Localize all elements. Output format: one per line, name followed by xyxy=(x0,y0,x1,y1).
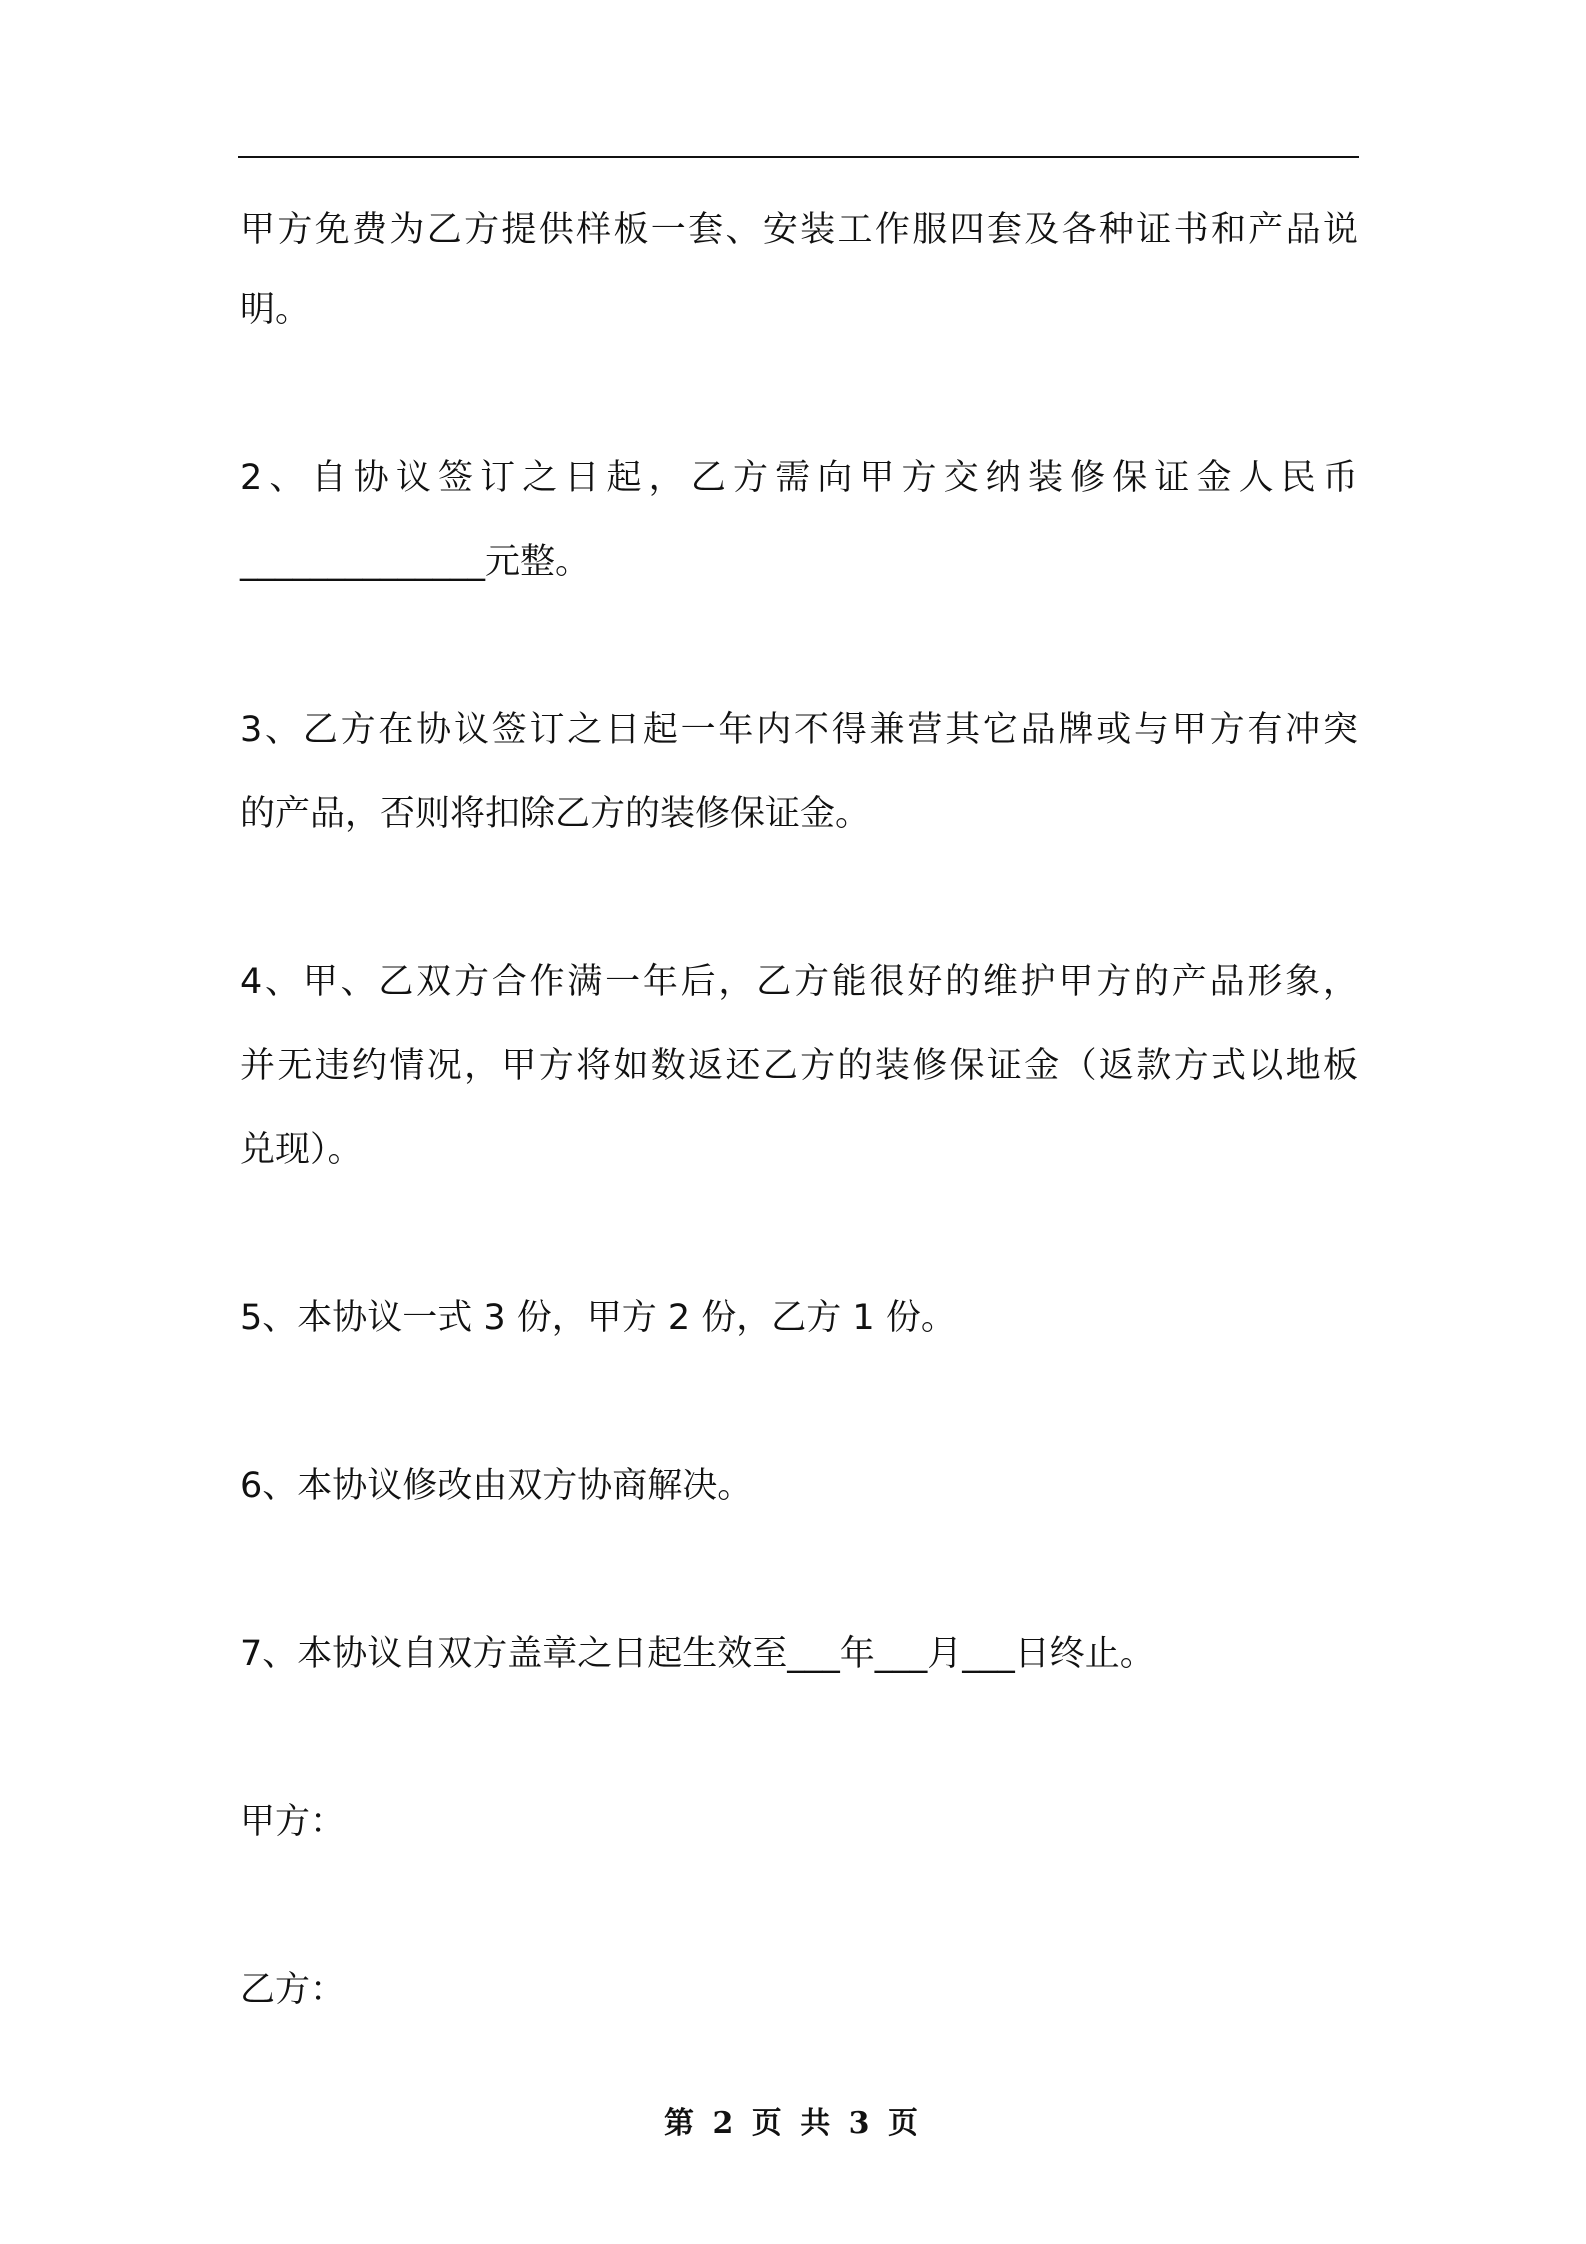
paragraph-3-line-1: 3 、 乙 方 在 协 议 签 订 之 日 起 一 年 内 不 得 兼 营 其 它 品 牌 或 与 甲 方 有 冲 突 xyxy=(240,710,1358,750)
paragraph-3-line-2: 的产品，否则将扣除乙方的装修保证金。 xyxy=(240,794,871,834)
header-rule xyxy=(238,156,1359,158)
paragraph-6: 6、本协议修改由双方协商解决。 xyxy=(240,1466,753,1506)
amount-blank: ______________ xyxy=(240,542,485,582)
party-a-label: 甲方： xyxy=(240,1802,346,1842)
paragraph-4-line-3: 兑现）。 xyxy=(240,1130,363,1170)
page-number-footer: 第 2 页 共 3 页 xyxy=(664,2106,922,2141)
party-b-label: 乙方： xyxy=(240,1970,346,2010)
paragraph-2-line-1: 2 、 自 协 议 签 订 之 日 起 ， 乙 方 需 向 甲 方 交 纳 装 修 保 证 金 人 民 币 xyxy=(240,458,1358,498)
paragraph-5: 5、本协议一式 3 份，甲方 2 份，乙方 1 份。 xyxy=(240,1298,956,1338)
paragraph-1-line-2: 明。 xyxy=(240,290,311,330)
paragraph-4-line-1: 4 、 甲 、 乙 双 方 合 作 满 一 年 后 ， 乙 方 能 很 好 的 维 护 甲 方 的 产 品 形 象 ， xyxy=(240,962,1358,1002)
amount-suffix: 元整。 xyxy=(485,542,591,582)
paragraph-4-line-2: 并 无 违 约 情 况 ， 甲 方 将 如 数 返 还 乙 方 的 装 修 保 证 金 （ 返 款 方 式 以 地 板 xyxy=(240,1046,1358,1086)
paragraph-2-line-2 xyxy=(240,540,590,584)
paragraph-7: 7、本协议自双方盖章之日起生效至___年___月___日终止。 xyxy=(240,1634,1155,1674)
paragraph-1-line-1: 甲 方 免 费 为 乙 方 提 供 样 板 一 套 、 安 装 工 作 服 四 套 及 各 种 证 书 和 产 品 说 xyxy=(240,210,1358,250)
